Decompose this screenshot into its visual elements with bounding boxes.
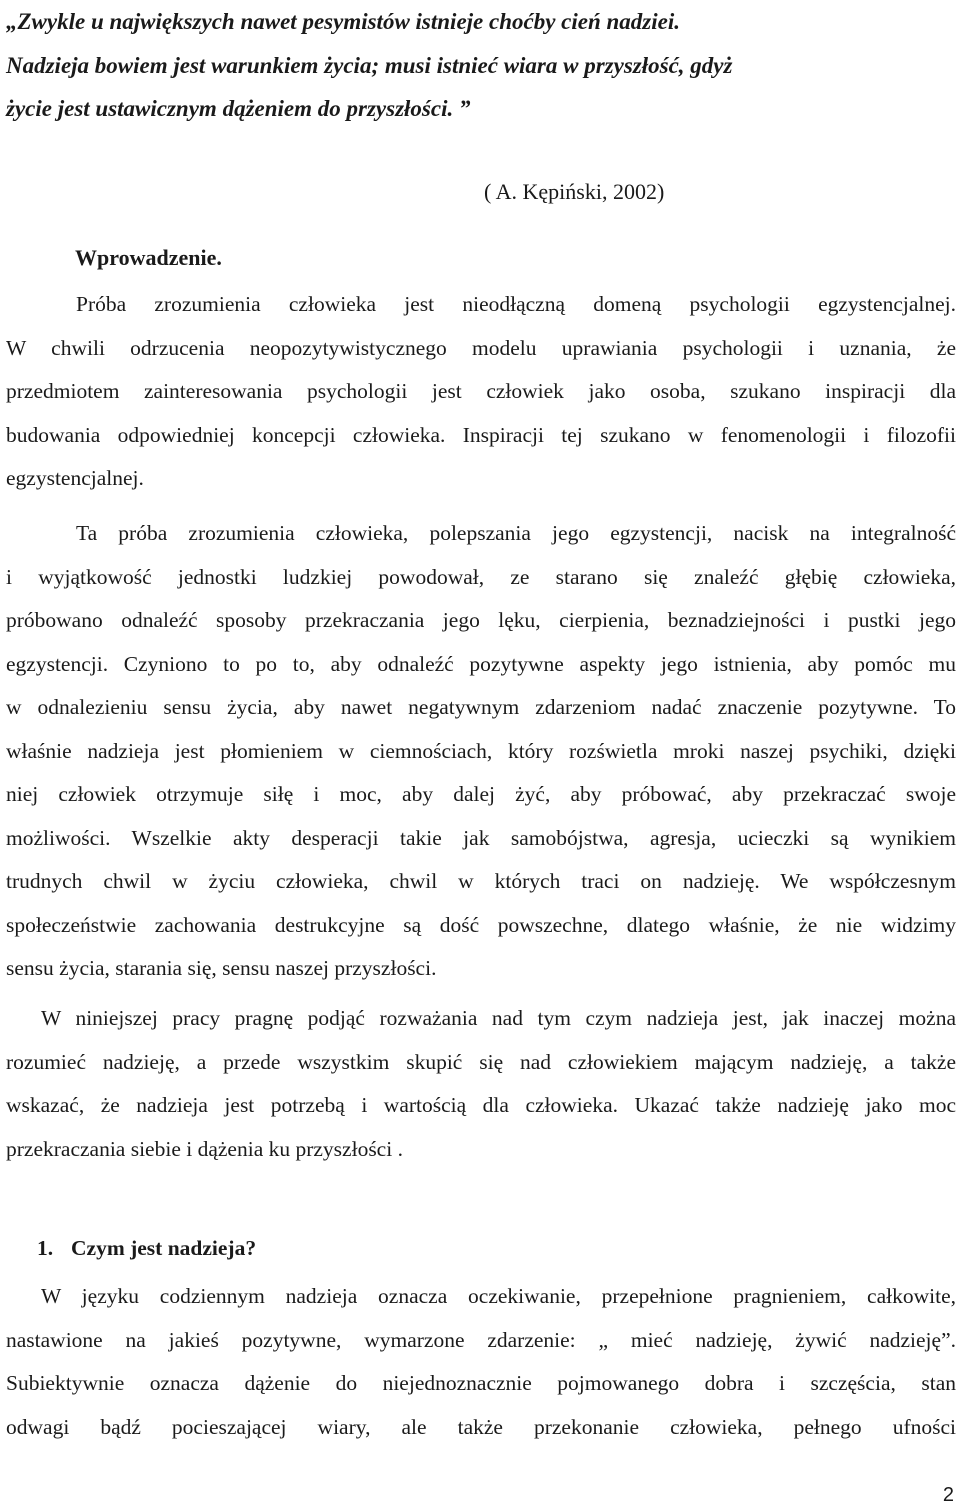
motto-quote bbox=[6, 0, 958, 131]
text-line: trudnych chwil w życiu człowieka, chwil w których traci on nadzieję. We współczesnym bbox=[6, 869, 956, 893]
introduction-heading: Wprowadzenie. bbox=[75, 245, 222, 270]
text-line: nastawione na jakieś pozytywne, wymarzone zdarzenie: „ mieć nadzieję, żywić nadzieję”. bbox=[6, 1327, 956, 1352]
motto-line: „Zwykle u największych nawet pesymistów istnieje choćby cień nadziei. bbox=[6, 9, 680, 34]
text-line: i wyjątkowość jednostki ludzkiej powodował, ze starano się znaleźć głębię człowieka, bbox=[6, 564, 956, 589]
text-line: egzystencji. Czyniono to po to, aby odnaleźć pozytywne aspekty jego istnienia, aby pomóc mu bbox=[6, 651, 956, 676]
section-1-heading bbox=[37, 1228, 256, 1268]
text-line: możliwości. Wszelkie akty desperacji takie jak samobójstwa, agresja, ucieczki są wynikiem bbox=[6, 825, 956, 850]
text-line: właśnie nadzieja jest płomieniem w ciemnościach, który rozświetla mroki naszej psychiki, dzięki bbox=[6, 738, 956, 763]
text-line: przekraczania siebie i dążenia ku przyszłości . bbox=[6, 1136, 403, 1161]
section-1-paragraph bbox=[6, 1275, 956, 1449]
introduction-paragraph-2 bbox=[6, 512, 956, 991]
text-line: w odnalezieniu sensu życia, aby nawet negatywnym zdarzeniom nadać znaczenie pozytywne. To bbox=[6, 695, 956, 719]
text-line: egzystencjalnej. bbox=[6, 466, 144, 490]
text-line: Próba zrozumienia człowieka jest nieodłączną domeną psychologii egzystencjalnej. bbox=[76, 292, 956, 316]
text-line: niej człowiek otrzymuje siłę i moc, aby dalej żyć, aby próbować, aby przekraczać swoje bbox=[6, 782, 956, 806]
motto-attribution: ( A. Kępiński, 2002) bbox=[484, 179, 665, 204]
motto-line: Nadzieja bowiem jest warunkiem życia; musi istnieć wiara w przyszłość, gdyż bbox=[6, 52, 733, 78]
text-line: próbowano odnaleźć sposoby przekraczania jego lęku, cierpienia, beznadziejności i pustki jego bbox=[6, 608, 956, 632]
text-line: budowania odpowiedniej koncepcji człowieka. Inspiracji tej szukano w fenomenologii i filozofii bbox=[6, 422, 956, 447]
introduction-paragraph-3 bbox=[6, 997, 956, 1171]
text-line: W języku codziennym nadzieja oznacza oczekiwanie, przepełnione pragnieniem, całkowite, bbox=[41, 1284, 956, 1308]
text-line: społeczeństwie zachowania destrukcyjne są dość powszechne, dlatego właśnie, że nie widzimy bbox=[6, 912, 956, 937]
section-title: Czym jest nadzieja? bbox=[71, 1236, 257, 1260]
text-line: odwagi bądź pocieszającej wiary, ale także przekonanie człowieka, pełnego ufności bbox=[6, 1414, 956, 1439]
text-line: W chwili odrzucenia neopozytywistycznego modelu uprawiania psychologii i uznania, że bbox=[6, 335, 956, 360]
text-line: przedmiotem zainteresowania psychologii jest człowiek jako osoba, szukano inspiracji dla bbox=[6, 379, 956, 403]
text-line: sensu życia, starania się, sensu naszej przyszłości. bbox=[6, 956, 437, 980]
text-line: W niniejszej pracy pragnę podjąć rozważania nad tym czym nadzieja jest, jak inaczej można bbox=[41, 1006, 956, 1030]
text-line: Subiektywnie oznacza dążenie do niejednoznacznie pojmowanego dobra i szczęścia, stan bbox=[6, 1371, 956, 1395]
page-number: 2 bbox=[942, 1484, 954, 1506]
text-line: wskazać, że nadzieja jest potrzebą i wartością dla człowieka. Ukazać także nadzieję jako moc bbox=[6, 1093, 956, 1117]
introduction-paragraph-1 bbox=[6, 283, 956, 501]
text-line: Ta próba zrozumienia człowieka, polepszania jego egzystencji, nacisk na integralność bbox=[76, 521, 956, 545]
motto-line: życie jest ustawicznym dążeniem do przyszłości. ” bbox=[6, 96, 471, 121]
section-number: 1. bbox=[37, 1236, 54, 1260]
text-line: rozumieć nadzieję, a przede wszystkim skupić się nad człowiekiem mającym nadzieję, a także bbox=[6, 1049, 956, 1074]
